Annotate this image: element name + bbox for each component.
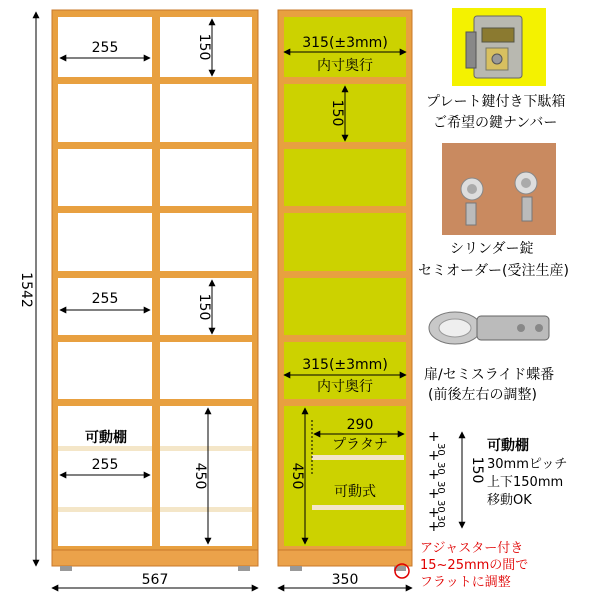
cylinder-lock-photo	[442, 143, 556, 235]
plate-caption: プラタナ	[332, 437, 388, 453]
plate-lock-photo	[452, 8, 546, 86]
plus-mark: +	[428, 467, 440, 483]
movable-shelf-board	[58, 446, 152, 451]
plus-mark: +	[428, 429, 440, 445]
movable-shelf-board	[160, 446, 252, 451]
side-shelf-board	[312, 505, 404, 510]
hinge-photo	[425, 292, 565, 360]
mid-cell-height-label: 150	[196, 293, 212, 321]
front-cell	[58, 342, 152, 399]
product-caption-line: 扉/セミスライド蝶番	[424, 367, 555, 383]
plus-mark: +	[428, 519, 440, 535]
mid-cell-width-label: 255	[91, 291, 119, 307]
movable-shelf-board	[58, 507, 152, 512]
front-plinth	[52, 550, 258, 566]
side-cell	[284, 149, 406, 206]
pitch-step: 30	[435, 500, 446, 513]
top-cell-width-label: 255	[91, 40, 119, 56]
side-cell	[284, 213, 406, 271]
pitch-step: 30	[435, 481, 446, 494]
product-caption-line: プレート鍵付き下駄箱	[426, 94, 566, 110]
product-caption-line: セミオーダー(受注生産)	[418, 263, 569, 279]
front-cell	[58, 149, 152, 206]
front-cell	[58, 213, 152, 271]
top-cell-height-label: 150	[196, 33, 212, 61]
product-caption-line: シリンダー錠	[450, 241, 534, 257]
side-cell	[284, 278, 406, 335]
movable-caption: 可動式	[334, 484, 376, 500]
top-depth-caption: 内寸奥行	[317, 58, 373, 74]
mid-depth-label: 315(±3mm)	[302, 357, 388, 373]
product-caption-line: (前後左右の調整)	[428, 387, 537, 403]
overall-depth-label: 350	[331, 572, 359, 588]
plus-mark: +	[428, 486, 440, 502]
shelf-note-range: 上下150mm	[487, 475, 564, 490]
lower-height-label: 450	[289, 462, 305, 490]
pitch-step: 30	[435, 462, 446, 475]
front-cell	[160, 84, 252, 142]
front-cell	[58, 406, 152, 546]
shelf-note-title: 可動棚	[487, 438, 529, 454]
adjuster-note	[420, 541, 528, 590]
shelf-pitch-note	[428, 429, 567, 535]
side-view	[278, 10, 412, 588]
adjuster-note-line: 15~25mmの間で	[420, 558, 529, 573]
plate-width-label: 290	[346, 417, 374, 433]
adjuster-foot-right	[238, 566, 250, 571]
bottom-cell-width-label: 255	[91, 457, 119, 473]
pitch-step: 30	[435, 443, 446, 456]
side-shelf-board	[312, 455, 404, 460]
hinge-icon	[425, 292, 565, 360]
front-cell	[160, 149, 252, 206]
plus-mark: +	[428, 505, 440, 521]
plus-mark: +	[428, 448, 440, 464]
top-depth-label: 315(±3mm)	[302, 35, 388, 51]
front-cell	[160, 213, 252, 271]
side-cell-height-label: 150	[329, 99, 345, 127]
overall-width-label: 567	[141, 572, 169, 588]
adjuster-note-line: アジャスター付き	[420, 541, 524, 556]
adjuster-foot-left	[60, 566, 72, 571]
product-caption-line: ご希望の鍵ナンバー	[433, 115, 558, 131]
side-adjuster-foot	[290, 566, 302, 571]
front-cell	[58, 84, 152, 142]
bottom-cell-height-label: 450	[192, 462, 208, 490]
shelf-note-pitch: 30mmピッチ	[487, 457, 568, 472]
pitch-step: 30	[435, 515, 446, 528]
front-cell	[160, 342, 252, 399]
movable-shelf-label: 可動棚	[85, 430, 127, 446]
front-view	[18, 10, 258, 588]
overall-height-label: 1542	[18, 272, 34, 308]
mid-depth-caption: 内寸奥行	[317, 379, 373, 395]
plate-lock-icon	[452, 8, 546, 86]
cylinder-lock-icon	[442, 143, 556, 235]
pitch-span-label: 150	[469, 456, 485, 484]
movable-shelf-board	[160, 507, 252, 512]
side-plinth	[278, 550, 412, 566]
shelf-note-movable: 移動OK	[487, 493, 532, 508]
adjuster-note-line: フラットに調整	[420, 575, 511, 590]
